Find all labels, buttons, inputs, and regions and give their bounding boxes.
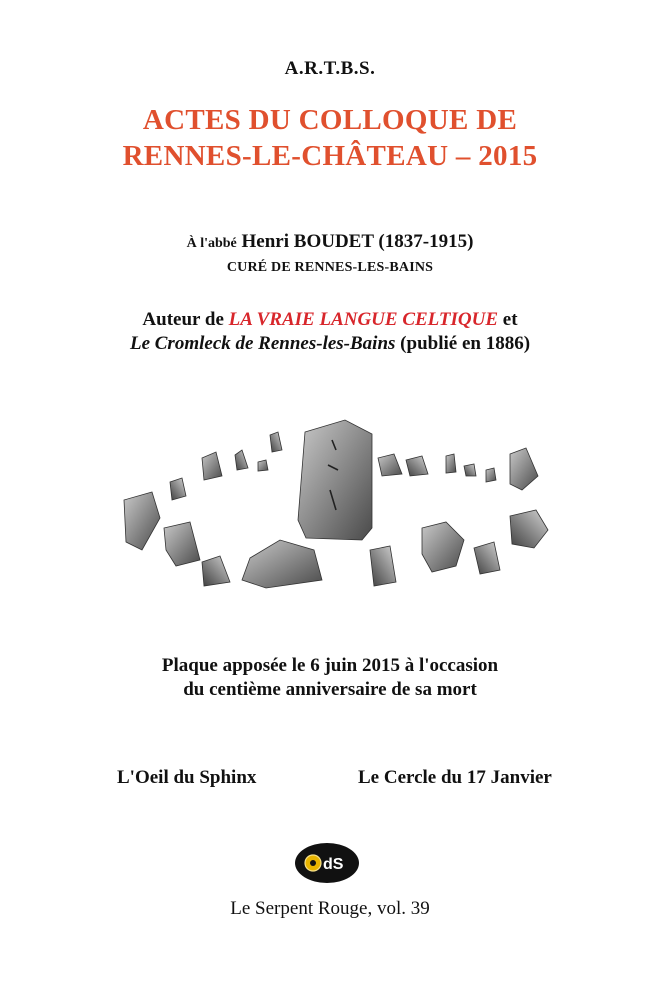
dedication-dates: (1837-1915) [378,231,474,252]
stone [258,460,268,471]
stone [510,510,548,548]
dedication-last-name: BOUDET [293,231,374,252]
publisher-right: Le Cercle du 17 Janvier [358,767,552,788]
organization-name: A.R.T.B.S. [284,58,376,79]
dedication-role: CURÉ DE RENNES-LES-BAINS [226,260,434,275]
author-conj: et [502,309,518,330]
stone [170,478,186,500]
stone [378,454,402,476]
title-line-2: RENNES-LE-CHÂTEAU – 2015 [122,140,538,172]
stone [124,492,160,550]
cromlech-stones-illustration [110,410,560,610]
stone [446,454,456,473]
stone [164,522,200,566]
stone [202,556,230,586]
author-suffix: (publié en 1886) [400,333,531,354]
dedication [0,231,660,253]
stone [464,464,476,476]
stone [406,456,428,476]
stone [422,522,464,572]
book-title-2: Le Cromleck de Rennes-les-Bains [129,333,396,354]
stone [510,448,538,490]
author-prefix: Auteur de [142,309,224,330]
stone [235,450,248,470]
series-name: Le Serpent Rouge, [230,898,373,919]
stone [202,452,222,480]
author-line [0,308,660,356]
stone [242,540,322,588]
caption-line-1: Plaque apposée le 6 juin 2015 à l'occasion [161,655,499,676]
stone [474,542,500,574]
title-line-1: ACTES DU COLLOQUE DE [142,104,518,136]
caption-line-2: du centième anniversaire de sa mort [183,679,477,700]
publisher-left: L'Oeil du Sphinx [117,767,257,788]
stone [486,468,496,482]
book-title-1: LA VRAIE LANGUE CELTIQUE [228,309,499,330]
dedication-first-name: Henri [241,231,290,252]
plaque-caption [0,654,660,702]
stone [370,546,396,586]
dedication-prefix: À l'abbé [186,236,237,251]
stone [270,432,282,452]
ods-logo-icon [294,842,360,884]
series-line [0,898,660,920]
series-volume: vol. 39 [376,898,430,919]
svg-text:dS: dS [323,856,344,873]
central-stone [298,420,372,540]
